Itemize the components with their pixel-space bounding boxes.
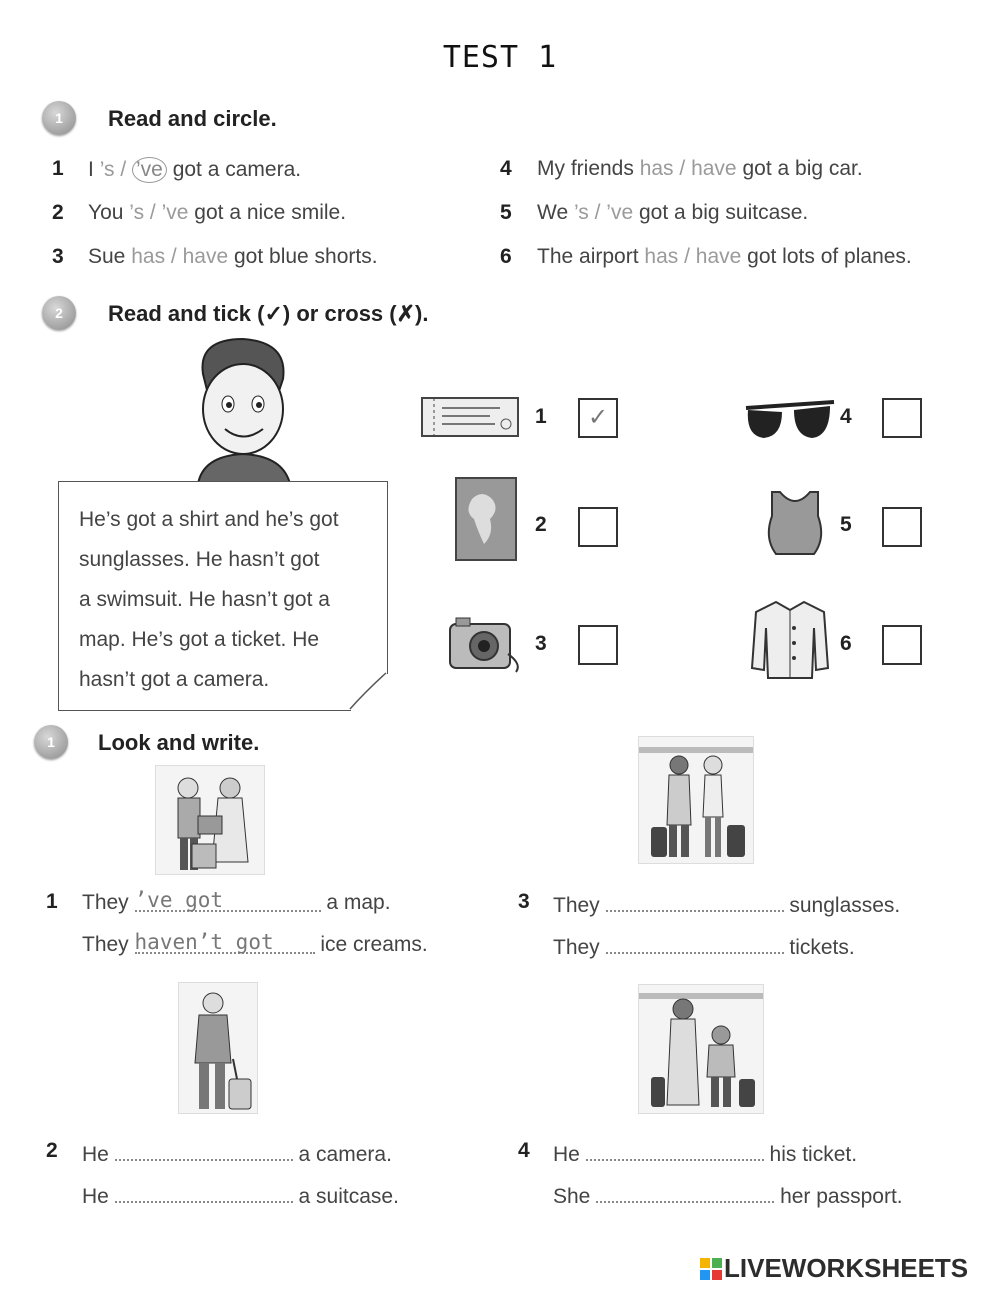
s1-item-5-sentence	[537, 201, 808, 225]
s3-item-2-line-1	[82, 1139, 392, 1167]
s1-item-3-option-b[interactable]: have	[182, 245, 229, 268]
s3-item-3-line-1	[553, 890, 900, 918]
boy-illustration	[178, 334, 308, 484]
s1-item-6-separator: /	[678, 245, 696, 268]
sunglasses-icon	[742, 396, 838, 444]
liveworksheets-logo[interactable]: LIVEWORKSHEETS	[724, 1253, 969, 1283]
tick-item-1-number: 1	[535, 405, 547, 428]
s1-item-3-subject: Sue	[88, 245, 126, 268]
s3-item-4-answer-2-field[interactable]	[596, 1181, 774, 1203]
s1-item-1-option-a[interactable]: ’s	[99, 158, 115, 181]
elderly-couple-picture	[155, 765, 265, 875]
s3-item-2-line-2-rest: a suitcase.	[298, 1185, 399, 1208]
s1-item-2-number: 2	[52, 201, 64, 224]
s1-item-5-number: 5	[500, 201, 512, 224]
note-line-5: hasn’t got a camera.	[79, 668, 270, 691]
s1-item-6-subject: The airport	[537, 245, 639, 268]
s3-item-4-answer-1-field[interactable]	[586, 1139, 764, 1161]
s3-item-3-answer-1-field[interactable]	[606, 890, 784, 912]
section-2-badge: 2	[42, 296, 76, 330]
s1-item-4-option-b[interactable]: have	[691, 157, 737, 180]
s3-item-3-line-2-rest: tickets.	[789, 936, 855, 959]
s3-item-4-line-1	[553, 1139, 857, 1167]
s3-item-3-line-2	[553, 932, 855, 960]
tick-box-1[interactable]: ✓	[578, 398, 618, 438]
s1-item-5-option-a[interactable]: ’s	[573, 201, 589, 224]
s1-item-6-option-b[interactable]: have	[695, 245, 742, 268]
women-at-airport-picture	[638, 736, 754, 864]
s1-item-5-separator: /	[588, 201, 607, 224]
section-1-heading: Read and circle.	[108, 106, 277, 131]
s3-item-2-line-1-rest: a camera.	[298, 1143, 392, 1166]
s3-item-4-line-1-rest: his ticket.	[769, 1143, 858, 1166]
s3-item-2-line-2-subject: He	[82, 1185, 109, 1208]
s3-item-4-line-1-subject: He	[553, 1143, 580, 1166]
s3-item-3-line-1-subject: They	[553, 894, 600, 917]
s3-item-3-number: 3	[518, 890, 530, 913]
s1-item-1-rest: got a camera.	[172, 158, 302, 181]
tick-item-2-number: 2	[535, 513, 547, 536]
s1-item-3-option-a[interactable]: has	[131, 245, 166, 268]
liveworksheets-logo-icon	[700, 1258, 722, 1280]
mother-and-son-picture	[638, 984, 764, 1114]
s1-item-2-subject: You	[88, 201, 124, 224]
s1-item-4-subject: My friends	[537, 157, 634, 180]
page-title: TEST 1	[442, 40, 558, 75]
s3-item-4-number: 4	[518, 1139, 530, 1162]
tick-box-2[interactable]	[578, 507, 618, 547]
s1-item-2-option-b[interactable]: ’ve	[161, 201, 189, 224]
ticket-icon	[420, 394, 520, 440]
s1-item-2-rest: got a nice smile.	[194, 201, 347, 224]
description-note	[58, 481, 388, 711]
note-line-1: He’s got a shirt and he’s got	[79, 508, 339, 531]
s3-item-1-answer-1-field[interactable]	[135, 890, 321, 912]
swimsuit-icon	[760, 488, 830, 558]
s3-item-4-line-2	[553, 1181, 903, 1209]
s3-item-1-line-1	[82, 890, 391, 915]
s1-item-2-separator: /	[144, 201, 162, 224]
shirt-icon	[748, 598, 832, 682]
tick-box-4[interactable]	[882, 398, 922, 438]
s3-item-3-line-1-rest: sunglasses.	[789, 894, 901, 917]
s3-item-4-line-2-subject: She	[553, 1185, 591, 1208]
s1-item-4-sentence	[537, 157, 863, 181]
s3-item-1-number: 1	[46, 890, 58, 913]
tick-item-3-number: 3	[535, 632, 547, 655]
s1-item-4-separator: /	[673, 157, 692, 180]
s3-item-2-line-2	[82, 1181, 399, 1209]
s1-item-3-separator: /	[165, 245, 183, 268]
s1-item-3-rest: got blue shorts.	[233, 245, 378, 268]
s1-item-6-option-a[interactable]: has	[644, 245, 679, 268]
camera-icon	[446, 614, 526, 674]
s1-item-1-number: 1	[52, 157, 64, 180]
s3-item-1-answer-2-field[interactable]	[135, 932, 315, 954]
s1-item-4-option-a[interactable]: has	[639, 157, 674, 180]
s1-item-1-separator: /	[114, 158, 132, 181]
tick-item-6-number: 6	[840, 632, 852, 655]
s1-item-6-sentence	[537, 245, 912, 269]
s3-item-1-line-2	[82, 932, 428, 957]
tick-item-5-number: 5	[840, 513, 852, 536]
s3-item-4-line-2-rest: her passport.	[780, 1185, 903, 1208]
s3-item-2-answer-1-field[interactable]	[115, 1139, 293, 1161]
s3-item-2-answer-2-field[interactable]	[115, 1181, 293, 1203]
section-3-badge: 1	[34, 725, 68, 759]
s1-item-6-rest: got lots of planes.	[747, 245, 912, 268]
s3-item-3-line-2-subject: They	[553, 936, 600, 959]
s1-item-1-option-b-circled[interactable]: ’ve	[132, 157, 167, 183]
s3-item-1-answer-2: haven’t got	[134, 930, 274, 954]
s3-item-1-line-1-subject: They	[82, 891, 129, 914]
section-3-heading: Look and write.	[98, 730, 260, 755]
note-line-3: a swimsuit. He hasn’t got a	[79, 588, 330, 611]
s1-item-1-subject: I	[88, 158, 94, 181]
tick-box-3[interactable]	[578, 625, 618, 665]
note-line-4: map. He’s got a ticket. He	[79, 628, 320, 651]
note-line-2: sunglasses. He hasn’t got	[79, 548, 320, 571]
note-fold-icon	[348, 671, 388, 711]
s3-item-1-answer-1: ’ve got	[134, 888, 224, 912]
s3-item-2-line-1-subject: He	[82, 1143, 109, 1166]
tick-box-6[interactable]	[882, 625, 922, 665]
s1-item-5-rest: got a big suitcase.	[638, 201, 809, 224]
s3-item-1-line-1-rest: a map.	[326, 891, 391, 914]
map-icon	[452, 474, 520, 564]
section-1-badge: 1	[42, 101, 76, 135]
s1-item-4-rest: got a big car.	[742, 157, 863, 180]
s1-item-4-number: 4	[500, 157, 512, 180]
s1-item-3-sentence	[88, 245, 378, 269]
s1-item-2-option-a[interactable]: ’s	[129, 201, 145, 224]
section-2-heading: Read and tick (✓) or cross (✗).	[108, 301, 429, 326]
s1-item-1-sentence	[88, 157, 301, 183]
s3-item-1-line-2-rest: ice creams.	[320, 933, 428, 956]
s1-item-5-subject: We	[537, 201, 569, 224]
tick-box-5[interactable]	[882, 507, 922, 547]
tick-item-4-number: 4	[840, 405, 852, 428]
s3-item-1-line-2-subject: They	[82, 933, 129, 956]
s1-item-5-option-b[interactable]: ’ve	[606, 201, 634, 224]
s3-item-2-number: 2	[46, 1139, 58, 1162]
s1-item-6-number: 6	[500, 245, 512, 268]
man-with-suitcase-picture	[178, 982, 258, 1114]
s1-item-3-number: 3	[52, 245, 64, 268]
s1-item-2-sentence	[88, 201, 346, 225]
s3-item-3-answer-2-field[interactable]	[606, 932, 784, 954]
